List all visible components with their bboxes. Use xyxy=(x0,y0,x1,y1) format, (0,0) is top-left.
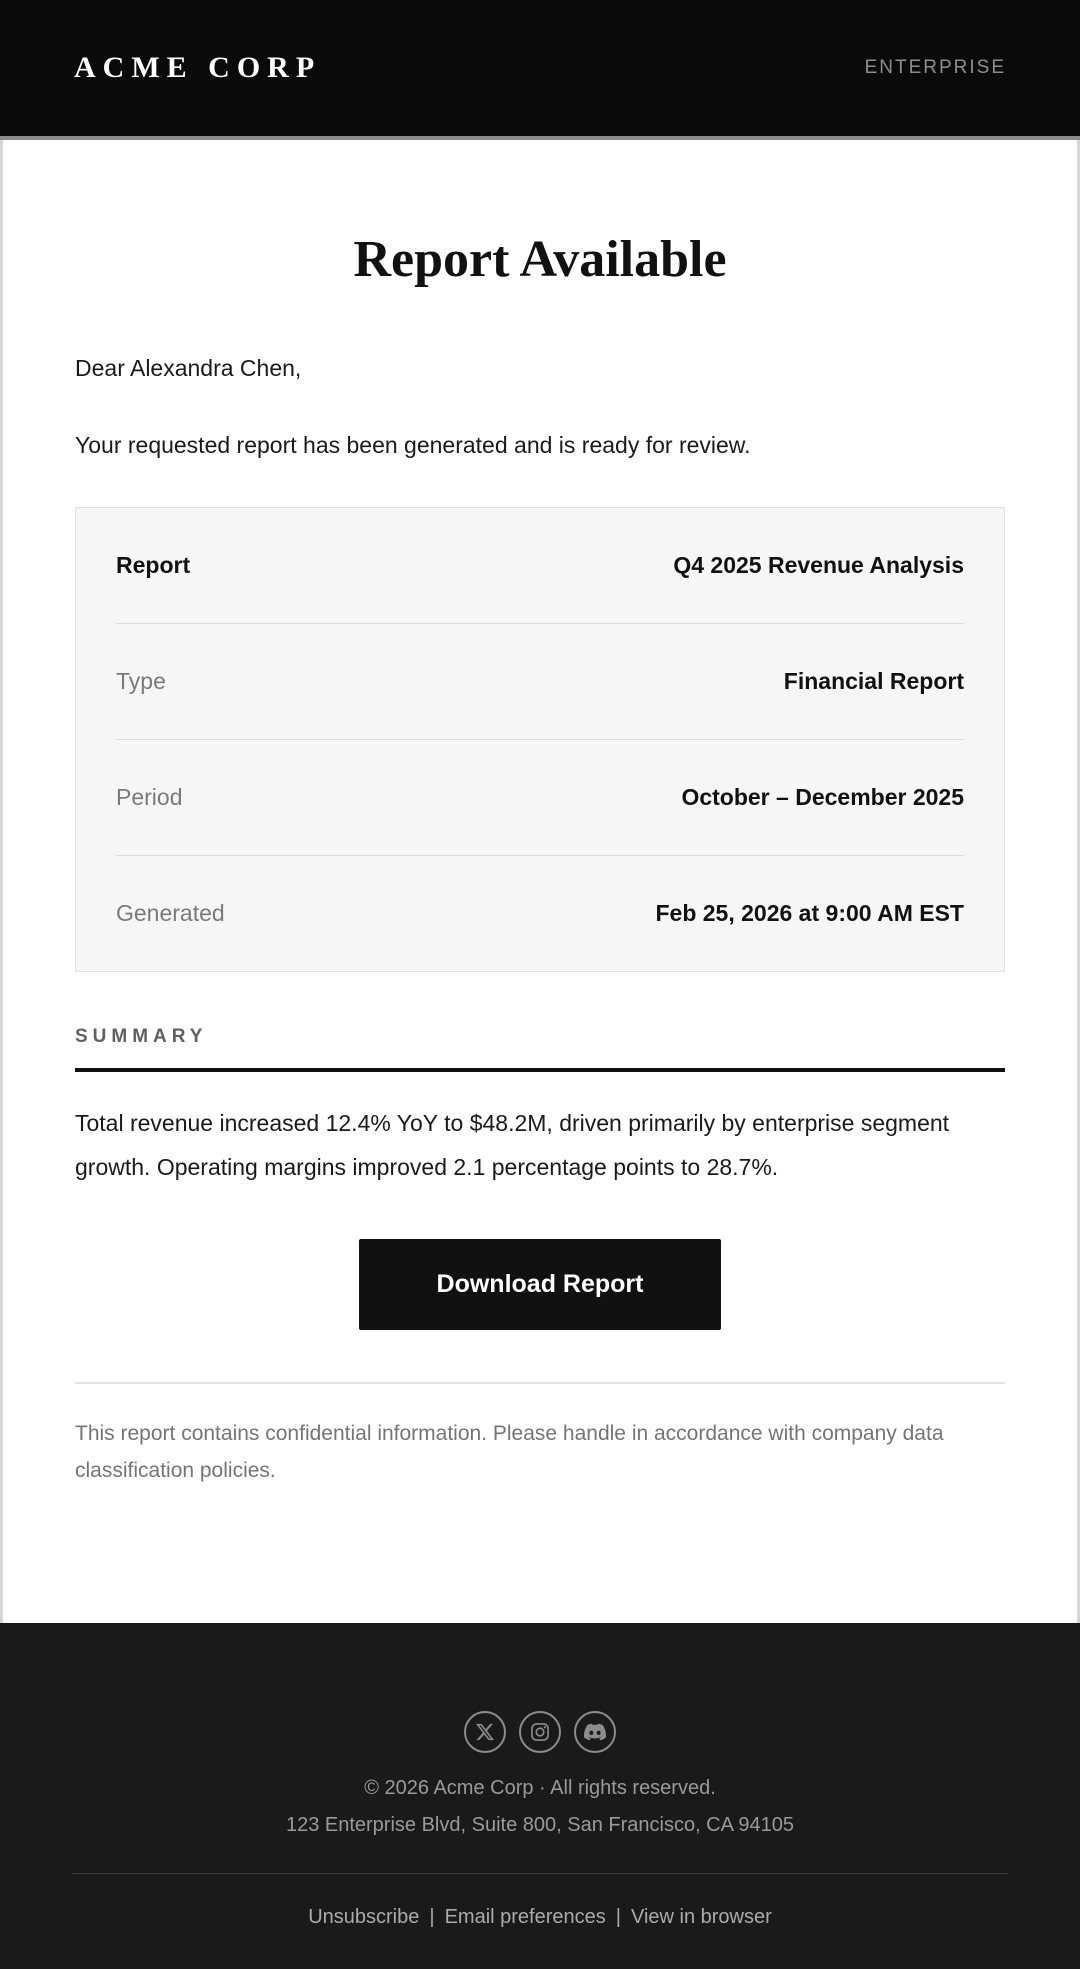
disclaimer-text: This report contains confidential information. Please handle in accordance with company data classification policies. xyxy=(75,1421,944,1482)
table-row xyxy=(116,855,964,971)
social-links xyxy=(72,1711,1008,1753)
download-report-button[interactable]: Download Report xyxy=(359,1239,722,1330)
x-social-link[interactable] xyxy=(464,1711,506,1753)
table-row xyxy=(116,623,964,739)
email-footer xyxy=(0,1623,1080,1969)
table-row xyxy=(116,739,964,855)
report-details-card xyxy=(75,507,1005,972)
x-icon xyxy=(475,1722,495,1742)
table-row xyxy=(116,508,964,623)
unsubscribe-link[interactable]: Unsubscribe xyxy=(308,1906,420,1928)
row-label: Report xyxy=(116,552,191,579)
content-divider xyxy=(75,1382,1005,1384)
link-separator: | xyxy=(615,1906,621,1928)
page-title: Report Available xyxy=(353,231,727,288)
copyright-text: © 2026 Acme Corp · All rights reserved. xyxy=(364,1777,716,1799)
email-body xyxy=(3,140,1077,1623)
intro-text: Your requested report has been generated and is ready for review. xyxy=(75,431,751,458)
row-value: Feb 25, 2026 at 9:00 AM EST xyxy=(655,900,964,927)
summary-text: Total revenue increased 12.4% YoY to $48.2M, driven primarily by enterprise segment growth. Operating margins improved 2.1 percentage points to 28.7%. xyxy=(75,1110,950,1180)
row-value: Financial Report xyxy=(783,668,964,695)
row-value: October – December 2025 xyxy=(681,784,964,811)
link-separator: | xyxy=(429,1906,435,1928)
address-text: 123 Enterprise Blvd, Suite 800, San Francisco, CA 94105 xyxy=(285,1814,795,1836)
summary-heading: SUMMARY xyxy=(75,1026,1005,1072)
header-badge: ENTERPRISE xyxy=(864,57,1006,78)
instagram-social-link[interactable] xyxy=(519,1711,561,1753)
view-in-browser-link[interactable]: View in browser xyxy=(630,1906,772,1928)
greeting-text: Dear Alexandra Chen, xyxy=(75,355,302,381)
brand-logo: ACME CORP xyxy=(74,51,322,84)
row-value: Q4 2025 Revenue Analysis xyxy=(673,552,964,579)
footer-links xyxy=(72,1906,1008,1929)
footer-divider xyxy=(72,1873,1008,1874)
row-label: Generated xyxy=(116,900,225,927)
discord-social-link[interactable] xyxy=(574,1711,616,1753)
instagram-icon xyxy=(529,1721,551,1743)
discord-icon xyxy=(584,1721,606,1743)
row-label: Period xyxy=(116,784,183,811)
email-preferences-link[interactable]: Email preferences xyxy=(444,1906,606,1928)
email-header xyxy=(0,0,1080,140)
cta-container xyxy=(75,1239,1005,1330)
row-label: Type xyxy=(116,668,166,695)
